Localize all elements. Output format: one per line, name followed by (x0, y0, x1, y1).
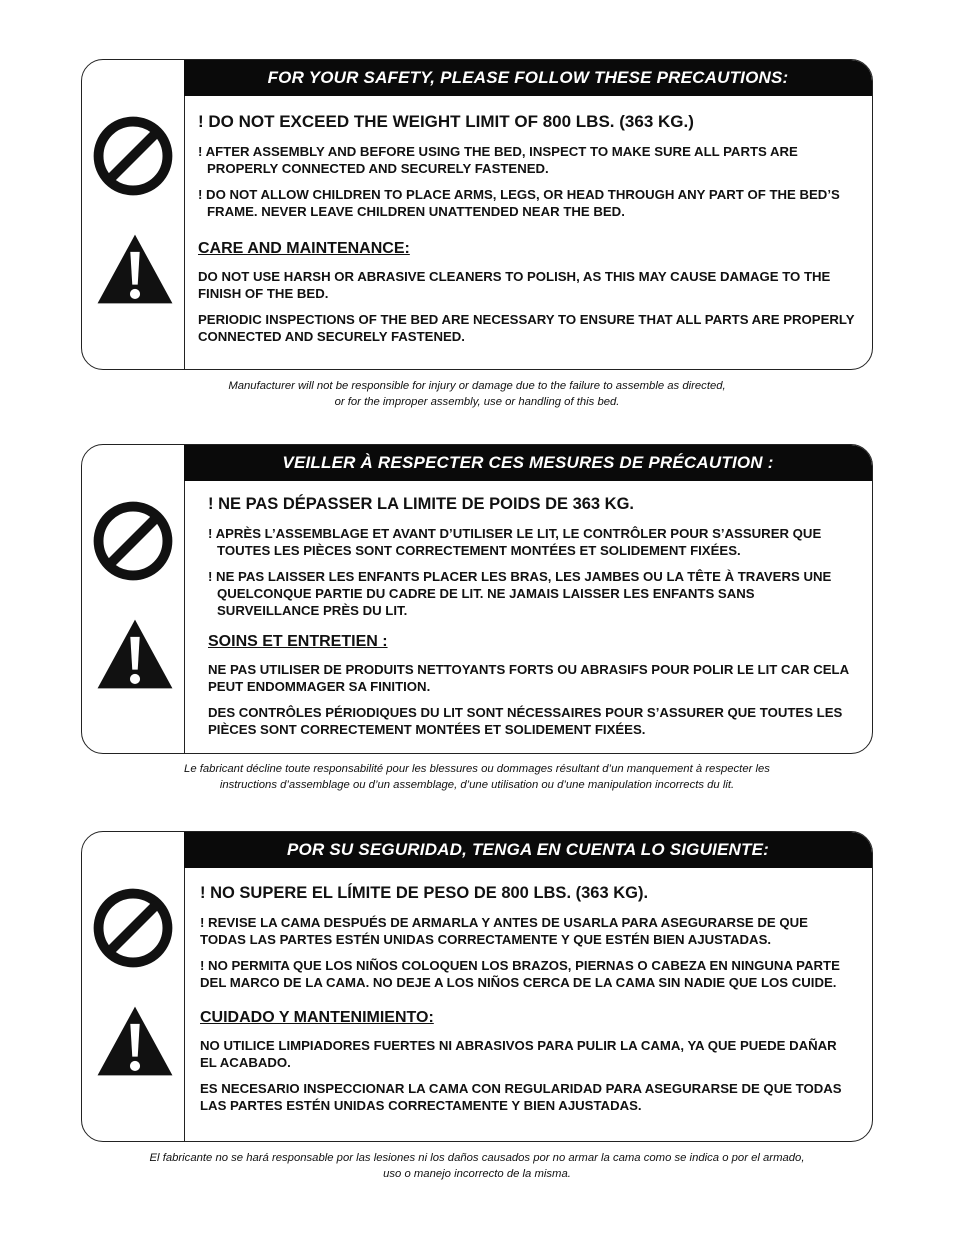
care-paragraph: ES NECESARIO INSPECCIONAR LA CAMA CON REGULARIDAD PARA ASEGURARSE DE QUE TODAS LAS PARTES ESTÉN UNIDAS CORRECTAMENTE Y BIEN AJUSTADAS. (200, 1081, 842, 1113)
icon-column (82, 445, 185, 753)
disclaimer-line: or for the improper assembly, use or handling of this bed. (334, 395, 620, 408)
disclaimer-spanish (60, 1151, 894, 1182)
icon-column (82, 60, 185, 369)
warning-item: ! NE PAS LAISSER LES ENFANTS PLACER LES BRAS, LES JAMBES OU LA TÊTE À TRAVERS UNE QUELCONQUE PARTIE DU CADRE DE LIT. NE JAMAIS LAISSER LES ENFANTS SANS SURVEILLANCE PRÈS DU LIT. (208, 569, 832, 618)
care-heading: CUIDADO Y MANTENIMIENTO: (200, 1009, 434, 1026)
disclaimer-line: instructions d’assemblage ou d’un assemblage, d’une utilisation ou d’une manipulation incorrects du lit. (219, 778, 735, 791)
section-header: FOR YOUR SAFETY, PLEASE FOLLOW THESE PRECAUTIONS: (184, 60, 872, 96)
section-content (198, 104, 856, 354)
warning-triangle-icon (96, 233, 174, 305)
warning-item: ! DO NOT ALLOW CHILDREN TO PLACE ARMS, LEGS, OR HEAD THROUGH ANY PART OF THE BED’S FRAME. NEVER LEAVE CHILDREN UNATTENDED NEAR THE BED. (198, 187, 840, 219)
disclaimer-line: Manufacturer will not be responsible for injury or damage due to the failure to assemble as directed, (228, 380, 726, 392)
safety-panel-english (81, 59, 873, 370)
disclaimer-line: El fabricante no se hará responsable por las lesiones ni los daños causados por no armar la cama como se indica o por el armado, (149, 1152, 805, 1164)
section-header: VEILLER À RESPECTER CES MESURES DE PRÉCAUTION : (184, 445, 872, 481)
safety-panel-french (81, 444, 873, 754)
prohibition-icon (92, 887, 174, 969)
warning-item: ! APRÈS L’ASSEMBLAGE ET AVANT D’UTILISER LE LIT, LE CONTRÔLER POUR S’ASSURER QUE TOUTES LES PIÈCES SONT CORRECTEMENT MONTÉES ET SOLIDEMENT FIXÉES. (208, 526, 822, 558)
care-paragraph: NE PAS UTILISER DE PRODUITS NETTOYANTS FORTS OU ABRASIFS POUR POLIR LE LIT CAR CELA PEUT ENDOMMAGER SA FINITION. (208, 662, 849, 694)
warning-item: ! NO PERMITA QUE LOS NIÑOS COLOQUEN LOS BRAZOS, PIERNAS O CABEZA EN NINGUNA PARTE DEL MARCO DE LA CAMA. NO DEJE A LOS NIÑOS CERCA DE LA CAMA SIN NADIE QUE LOS CUIDE. (200, 958, 840, 990)
warning-triangle-icon (96, 618, 174, 690)
section-content (208, 487, 856, 747)
care-paragraph: DO NOT USE HARSH OR ABRASIVE CLEANERS TO POLISH, AS THIS MAY CAUSE DAMAGE TO THE FINISH OF THE BED. (198, 269, 831, 301)
disclaimer-line: Le fabricant décline toute responsabilité pour les blessures ou dommages résultant d’un manquement à respecter les (184, 763, 770, 775)
disclaimer-french (60, 762, 894, 793)
safety-panel-spanish (81, 831, 873, 1142)
disclaimer-line: uso o manejo incorrecto de la misma. (383, 1167, 571, 1180)
icon-column (82, 832, 185, 1141)
weight-limit-warning: ! DO NOT EXCEED THE WEIGHT LIMIT OF 800 LBS. (363 KG.) (198, 112, 694, 131)
warning-item: ! AFTER ASSEMBLY AND BEFORE USING THE BED, INSPECT TO MAKE SURE ALL PARTS ARE PROPERLY CONNECTED AND SECURELY FASTENED. (198, 144, 798, 176)
care-paragraph: PERIODIC INSPECTIONS OF THE BED ARE NECESSARY TO ENSURE THAT ALL PARTS ARE PROPERLY CONNECTED AND SECURELY FASTENED. (198, 312, 855, 344)
section-header: POR SU SEGURIDAD, TENGA EN CUENTA LO SIGUIENTE: (184, 832, 872, 868)
care-paragraph: DES CONTRÔLES PÉRIODIQUES DU LIT SONT NÉCESSAIRES POUR S’ASSURER QUE TOUTES LES PIÈCES SONT CORRECTEMENT MONTÉES ET SOLIDEMENT FIXÉES. (208, 705, 843, 737)
warning-item: ! REVISE LA CAMA DESPUÉS DE ARMARLA Y ANTES DE USARLA PARA ASEGURARSE DE QUE TODAS LAS PARTES ESTÉN UNIDAS CORRECTAMENTE Y QUE ESTÉN BIEN AJUSTADAS. (200, 915, 808, 947)
prohibition-icon (92, 115, 174, 197)
care-paragraph: NO UTILICE LIMPIADORES FUERTES NI ABRASIVOS PARA PULIR LA CAMA, YA QUE PUEDE DAÑAR EL ACABADO. (200, 1038, 837, 1070)
care-heading: CARE AND MAINTENANCE: (198, 240, 410, 257)
section-content (200, 876, 856, 1123)
warning-triangle-icon (96, 1005, 174, 1077)
disclaimer-english (60, 379, 894, 410)
care-heading: SOINS ET ENTRETIEN : (208, 633, 388, 650)
weight-limit-warning: ! NO SUPERE EL LÍMITE DE PESO DE 800 LBS. (363 KG). (200, 884, 649, 902)
prohibition-icon (92, 500, 174, 582)
weight-limit-warning: ! NE PAS DÉPASSER LA LIMITE DE POIDS DE 363 KG. (208, 495, 635, 513)
